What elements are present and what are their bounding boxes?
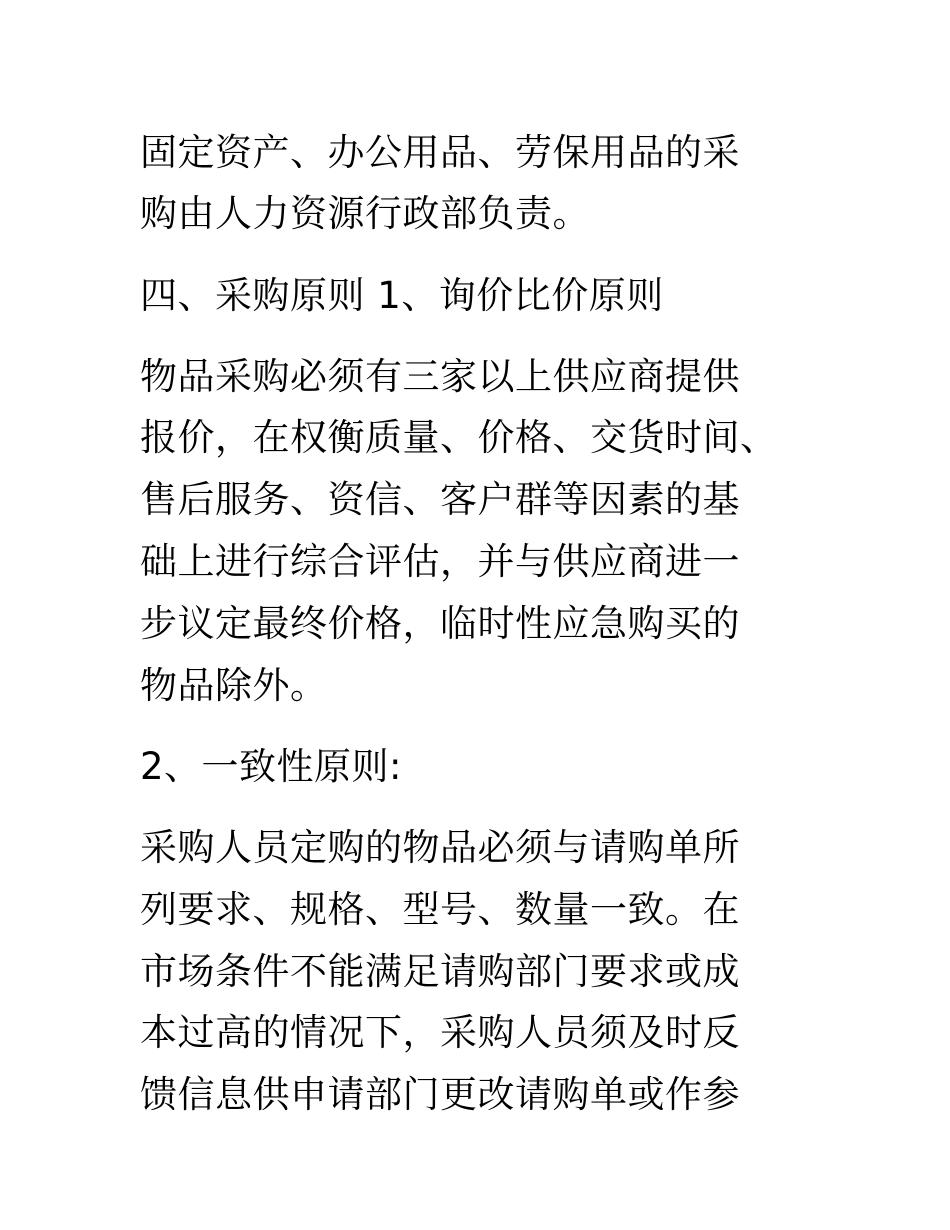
text-line: 物品除外。	[140, 664, 328, 707]
text-line: 础上进行综合评估，并与供应商进一	[140, 540, 740, 583]
text-line: 固定资产、办公用品、劳保用品的采	[140, 131, 740, 174]
text-line: 售后服务、资信、客户群等因素的基	[140, 478, 740, 521]
text-line: 采购人员定购的物品必须与请购单所	[140, 826, 740, 869]
text-line: 步议定最终价格，临时性应急购买的	[140, 602, 740, 645]
text-line: 馈信息供申请部门更改请购单或作参	[140, 1073, 740, 1116]
text-line: 列要求、规格、型号、数量一致。在	[140, 888, 740, 931]
text-line: 购由人力资源行政部负责。	[140, 192, 590, 235]
text-line: 本过高的情况下，采购人员须及时反	[140, 1011, 740, 1054]
text-line: 报价，在权衡质量、价格、交货时间、	[140, 416, 778, 459]
text-line: 物品采购必须有三家以上供应商提供	[140, 355, 740, 398]
section-heading: 2、一致性原则:	[140, 745, 403, 788]
section-heading: 四、采购原则 1、询价比价原则	[140, 274, 664, 317]
text-line: 市场条件不能满足请购部门要求或成	[140, 950, 740, 993]
